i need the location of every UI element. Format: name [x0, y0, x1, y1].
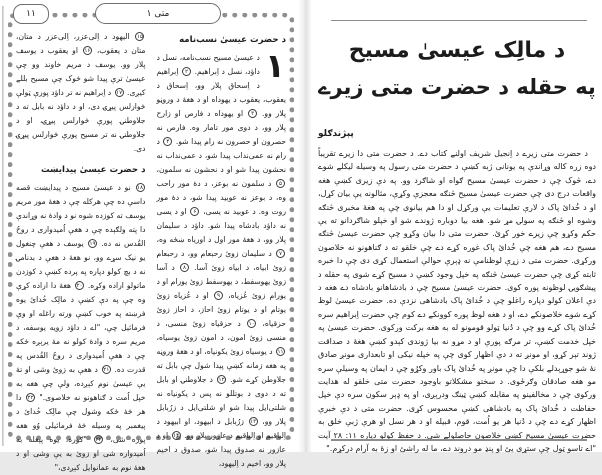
verse-number: ۱۰ — [248, 321, 255, 327]
intro-paragraph: د حضرت متى زيرے د اِنجيل شريف اولنے كتاب دے. د حضرت متى دا زيرے تقريباً دوه زره كاله وړاندې په يونانى ژبه كښې د حضرت متى رسول په وسيله ليكلے شوے دے، څوک چې د حضرت عيسىٰ مسيح ګواه او شاګرد وو. په دې زيرى كښې هغه واقعات درج دى چې حضرت عيسىٰ مسيح څنګه معجزې وكړې، مثالونه يې بيان كړل، او د خُدائ پاک د لارې تعليمات يې وركړل او دا هم بيانوى چې په هغهٔ مخبرى څنګه وشوه او څنګه په سولۍ مړ شو. هغه بيا دوباره ژوندے شو او خپلو شاګردانو ته يې حكم وكړو چې زيرے خور كړئ. حضرت متى دا بيان وكړو چې حضرت عيسىٰ څنګه مسيح دے، هم هغه چې خُدائ پاک غوره كړے دے چې خلقو ته د ګناهونو نه خلاصون وركړى. حضرت متى د زړې لوظنامې نه ډېرې حوالې استعمال كړى دى چې دا خبره ثابته كړى چې حضرت عيسىٰ څنګه په خپل وجود كښې د مسيح كړے شوى په حقله د پيشګويۍ لوظونه پوره كوى. حضرت عيسىٰ مسيح چې د بادشاهانو بادشاه دے هغه د دې اعلان كولو دپاره راغلو چې د خُدائ پاک بادشاهى نزدې ده. حضرت عيسىٰ لوظ كړے شوے خلاصونكے دے، او د هغه لوظ پوره كوونكے دے كوم چې حضرت اِبراهيم سره خُدائ پاک كړے وو چې د دُنيا ټولو قومونو له به هغه بركت وركوى. حضرت عيسىٰ په خپل خدمت كښې، تر مرګه پورې او د مړو نه بيا ژوندى كېدو كښې هغهٔ د صداقت ژوند تېر كړو، او مونږ ته د دې اظهار كوى چې په خپله نيكى او تابعدارى مونږ صادق نهٔ شو جوړېدلے بلكې دا چې مونږ په خُدائ پاک باور وكړُو چې د ايمان په وسيلې سره مو هغه صادقان وګرځوى. د سختو مشكلاتو باوجود حضرت متى خلقو له هدايت وركوى چې د مخالفينو په مقابله كښې ټينګ ودرېږى، او په ډېر سكون سره دې خپل حفاظت د خُدائ پاک په بادشاهى كښې محسوس كړى. حضرت متى د دې خبرې اظهار كړے دے چې د دُنيا هر يو اُمت، قوم، قبيله او د هر نسل او هرې ژبې خلق به حضرت عيسىٰ مسيح كښې خلاصون حاصلولے شى. د حفظ كولو دپاره ۱۱: ۲۸ آيت "اے تاسو ټول چې ستړى يئ او پنډ مو دروند دے، ما له راشئ او زهٔ به آرام دركړم." — [318, 149, 596, 453]
section-heading-genealogy: د حضرت عيسىٰ نسب‌نامه — [179, 35, 286, 45]
verse-number: ۱۸ — [136, 185, 143, 191]
verse-number: ۲۳ — [95, 437, 102, 443]
page-text-area — [16, 30, 286, 472]
verse-number: ۱۹ — [89, 241, 96, 247]
verse-number: ۲۲ — [27, 395, 34, 401]
verse-number: ۸ — [180, 263, 189, 272]
verses-15-17: ۱۵ اليهود د اِلى‌عزر، اِلى‌عزر د متان، متان د يعقوب، ۱۶ او يعقوب د يوسف پلار وو. يوسف د مريم خاوند وو چې عيسىٰ ترې پيدا شو څوک چې مسيح بللے كيږى. ۱۷ د اِبراهيم نه تر داؤد پورې ټولې څوارلس پيړۍ دى، او د داؤد نه بابل ته د جلاوطنۍ پورې څوارلس پيړۍ، او د جلاوطنۍ نه تر مسيح پورې څوارلس پيړۍ دى. — [16, 32, 146, 153]
verse-number: ۱۵ — [136, 34, 143, 40]
book-title — [318, 33, 596, 105]
running-head: متی ۱ — [146, 8, 170, 19]
intro-heading-text: پېژندګلو — [318, 129, 354, 139]
verse-number: ۲۱ — [103, 367, 110, 373]
verse-text-block — [156, 46, 287, 471]
verse-number: ۶ — [190, 207, 199, 216]
verse-number: ۱۴ — [173, 433, 180, 439]
verse-number: ۱۶ — [84, 48, 91, 54]
verse-number: ۲۰ — [76, 283, 83, 289]
bottom-rule — [331, 439, 587, 441]
verse-number: ۱۳ — [250, 419, 257, 425]
verse-number: ۹ — [214, 291, 223, 300]
column-left — [16, 30, 146, 472]
page-number-box — [13, 4, 49, 24]
page-number: ۱۱ — [26, 9, 36, 19]
verse-number: ۱۱ — [277, 349, 284, 355]
running-head-cartouche — [95, 3, 221, 24]
book-title-line2: په حقله د حضرت متى زيرے — [318, 75, 596, 99]
section-heading-birth: د حضرت عيسىٰ پيدايښت — [40, 165, 146, 175]
chapter-number: ۱ — [264, 46, 285, 85]
verses-18-23: ۱۸ نو د عيسىٰ مسيح د پيدايښت قصه داسې ده چې هركله چې د هغهٔ مور مريم يوسف ته كوزده شوه نو د وادهٔ نه وړاندې دا پته ولګېده چې د هغې اُميدوارى د روحُ القُدس نه ده. ۱۹ يوسف د هغې چنغول يو نيک سړے وو، نو هغهٔ د هغې د بدنامۍ نه د بچ كولو دپاره په پرده كښې د كوزدن ماتولو اراده وكړه. ۲۰ هغهٔ دا اراده كړې وه چې په دې كښې د مالِک خُدائ يوه فرښته په خوب كښې ورته راغله او وې فرمائيل چې، "اے د داؤد زويه يوسفه، د مريم سره د وادهٔ كولو نه مهٔ يرېږه ځكه چې د هغې اُميدوارى د روحُ القُدس په قدرت ده. ۲۱ د هغې به زوئ وشى او تهٔ يې عيسىٰ نوم كېږده، ولې چې هغه به خپل اُمت د ګناهونو نه خلاصوى." ۲۲ دا هر څهٔ ځكه وشول چې مالِک خُدائ د پيغمبر په وسيله څهٔ فرمائيلى وُو هغه پوره شى، ۲۳ "ګوره، يوه پېغله به اُميدواره شى او زوئ به يې وشى او د هغهٔ نوم به عمانوايل كېږدى،" — [16, 183, 146, 472]
column-right — [156, 30, 287, 468]
top-rule — [331, 20, 587, 21]
book-title-line1: د مالِک عيسىٰ مسيح — [348, 38, 566, 63]
verses-1-14: د عيسىٰ مسيح نسب‌نامه، نسل د داؤد، نسل د اِبراهيم. ۲ اِبراهيم د اِسحاق پلار وو، اِسحاق د يعقوب، يعقوب د يهوداه او د هغهٔ د وروڼو پلار وو. ۳ او يهوداه د فارص او زارح پلار وو، د دوى مور تامار وه. فارص نه حصرون او حصرون نه رام پيدا شو. ۴ د رام نه عمى‌نداب پيدا شو، د عمى‌نداب نه نحشون پيدا شو او د نحشون نه سلمون، ۵ د سلمون نه بوعز، د دهٔ مور راحب وه، د بوعز نه عوبيد پيدا شو، د دهٔ مور روت وه. د عوبيد نه يسى، ۶ او د يسى نه داؤد بادشاه پيدا شو. داؤد د سليمان پلار وو، د هغهٔ مور اول د اورياه ښځه وه، ۷ د سليمان زوئ رحبعام وو، د رحبعام زوئ ابياه، د ابياه زوئ آسا. ۸ د آسا زوئ يهوسفط، د يهوسفط زوئ يورام او د يورام زوئ عُزياه، ۹ او د عُزياه زوئ يوتام او د يوتام زوئ احاز، د احاز زوئ حزقياه، ۱۰ د حزقياه زوئ منسى، د منسى زوئ امون، د امون زوئ يوسياه، ۱۱ د يوسياه زوئ يكونياه، او د هغهٔ وروڼه په هغه زمانه كښې پيدا شول چې بابل ته جلاوطن كړے شو. ۱۲ د جلاوطنۍ او بابل ته د دوى د بوتللو نه پس د يكونياه نه شلتى‌ايل پيدا شو او شلتى‌ايل د زرُبابل پلار وو، ۱۳ زرُبابل د ابيهود، او ابيهود د اِلياقيم او اِلياقيم د عازور پلار وو. ۱۴ او د عازور نه صدوق پيدا شو، صدوق د اخيم پلار وو، اخيم د اِليهود، — [156, 53, 286, 468]
verse-number: ۲ — [182, 67, 191, 76]
verse-number: ۷ — [276, 249, 285, 258]
right-page — [302, 0, 602, 452]
intro-heading — [318, 129, 568, 139]
verse-number: ۱۲ — [218, 377, 225, 383]
left-page — [0, 0, 302, 472]
verse-number: ۴ — [163, 137, 172, 146]
verse-number: ۱۷ — [116, 90, 123, 96]
verse-number: ۳ — [248, 109, 257, 118]
verse-number: ۵ — [276, 179, 285, 188]
